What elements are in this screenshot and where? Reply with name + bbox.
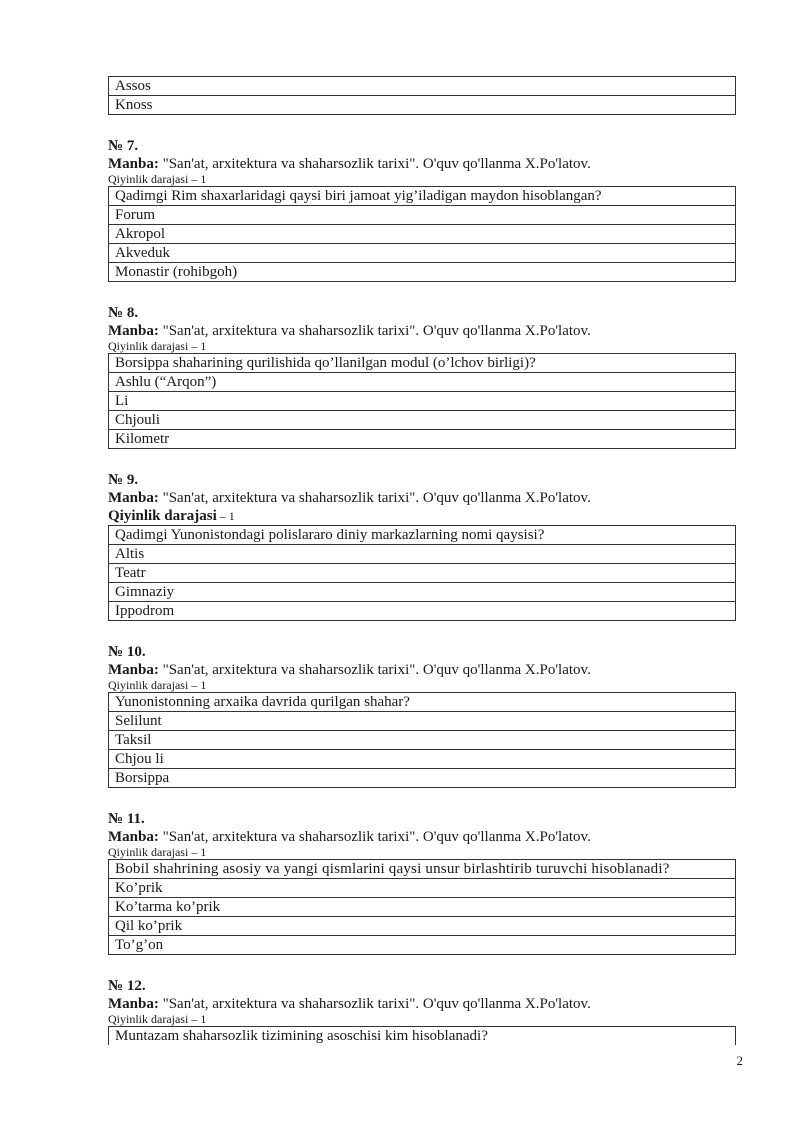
question-text: Qadimgi Rim shaxarlaridagi qaysi biri jamoat yig’iladigan maydon hisoblangan? xyxy=(115,188,602,204)
question-block-11 xyxy=(108,810,736,955)
source-label: Manba: xyxy=(108,156,159,172)
option-row: Kilometr xyxy=(109,429,735,448)
difficulty-level: Qiyinlik darajasi – 1 xyxy=(108,1012,207,1026)
question-number: № 12. xyxy=(108,978,146,994)
question-table xyxy=(108,353,736,449)
question-number: № 7. xyxy=(108,138,139,154)
question-block-12 xyxy=(108,977,736,1045)
source-label: Manba: xyxy=(108,996,159,1012)
difficulty-value: – 1 xyxy=(216,509,235,523)
option-row: Altis xyxy=(109,544,735,563)
page-number: 2 xyxy=(736,1053,743,1068)
source-line xyxy=(108,661,736,679)
source-label: Manba: xyxy=(108,829,159,845)
option-row: Teatr xyxy=(109,563,735,582)
source-line xyxy=(108,995,736,1013)
question-number: № 10. xyxy=(108,644,146,660)
difficulty-level: Qiyinlik darajasi – 1 xyxy=(108,678,207,692)
source-line xyxy=(108,828,736,846)
question-table xyxy=(108,525,736,621)
option-row: To’g’on xyxy=(109,935,735,954)
option-row: Akveduk xyxy=(109,243,735,262)
question-block-10 xyxy=(108,643,736,788)
source-text: "San'at, arxitektura va shaharsozlik tarixi". O'quv qo'llanma X.Po'latov. xyxy=(162,490,591,506)
difficulty-level: Qiyinlik darajasi – 1 xyxy=(108,845,207,859)
question-table xyxy=(108,692,736,788)
option-row: Ko’tarma ko’prik xyxy=(109,897,735,916)
option-row: Assos xyxy=(115,78,151,94)
question-number: № 8. xyxy=(108,305,139,321)
question-text: Qadimgi Yunonistondagi polislararo diniy markazlarning nomi qaysisi? xyxy=(115,527,545,543)
question-number: № 11. xyxy=(108,811,145,827)
option-row: Borsippa xyxy=(109,768,735,787)
option-row: Monastir (rohibgoh) xyxy=(109,262,735,281)
source-label: Manba: xyxy=(108,662,159,678)
source-text: "San'at, arxitektura va shaharsozlik tarixi". O'quv qo'llanma X.Po'latov. xyxy=(162,156,591,172)
option-row: Knoss xyxy=(109,95,735,114)
option-row: Chjou li xyxy=(109,749,735,768)
difficulty-level xyxy=(108,507,736,525)
option-row: Ko’prik xyxy=(109,878,735,897)
question-text: Borsippa shaharining qurilishida qo’llanilgan modul (o’lchov birligi)? xyxy=(115,355,536,371)
question-table xyxy=(108,1026,736,1045)
option-row: Ippodrom xyxy=(109,601,735,620)
question-table xyxy=(108,859,736,955)
source-text: "San'at, arxitektura va shaharsozlik tarixi". O'quv qo'llanma X.Po'latov. xyxy=(162,996,591,1012)
source-label: Manba: xyxy=(108,323,159,339)
question-text: Bobil shahrining asosiy va yangi qismlarini qaysi unsur birlashtirib turuvchi hisoblanadi? xyxy=(115,861,670,877)
question-text: Yunonistonning arxaika davrida qurilgan shahar? xyxy=(115,694,410,710)
options-table-top xyxy=(108,76,736,115)
option-row: Ashlu (“Arqon”) xyxy=(109,372,735,391)
difficulty-level: Qiyinlik darajasi – 1 xyxy=(108,339,207,353)
source-line xyxy=(108,322,736,340)
source-label: Manba: xyxy=(108,490,159,506)
option-row: Taksil xyxy=(109,730,735,749)
difficulty-label: Qiyinlik darajasi xyxy=(108,508,217,524)
option-row: Selilunt xyxy=(109,711,735,730)
option-row: Gimnaziy xyxy=(109,582,735,601)
question-table xyxy=(108,186,736,282)
option-row: Forum xyxy=(109,205,735,224)
source-line xyxy=(108,155,736,173)
question-text: Muntazam shaharsozlik tizimining asoschisi kim hisoblanadi? xyxy=(115,1028,488,1044)
source-text: "San'at, arxitektura va shaharsozlik tarixi". O'quv qo'llanma X.Po'latov. xyxy=(162,829,591,845)
source-text: "San'at, arxitektura va shaharsozlik tarixi". O'quv qo'llanma X.Po'latov. xyxy=(162,662,591,678)
question-number: № 9. xyxy=(108,472,139,488)
option-row: Akropol xyxy=(109,224,735,243)
question-block-8 xyxy=(108,304,736,449)
option-row: Chjouli xyxy=(109,410,735,429)
source-line xyxy=(108,489,736,507)
option-row: Li xyxy=(109,391,735,410)
question-block-7 xyxy=(108,137,736,282)
difficulty-level: Qiyinlik darajasi – 1 xyxy=(108,172,207,186)
question-block-9 xyxy=(108,471,736,621)
document-page xyxy=(108,76,736,1045)
option-row: Qil ko’prik xyxy=(109,916,735,935)
source-text: "San'at, arxitektura va shaharsozlik tarixi". O'quv qo'llanma X.Po'latov. xyxy=(162,323,591,339)
